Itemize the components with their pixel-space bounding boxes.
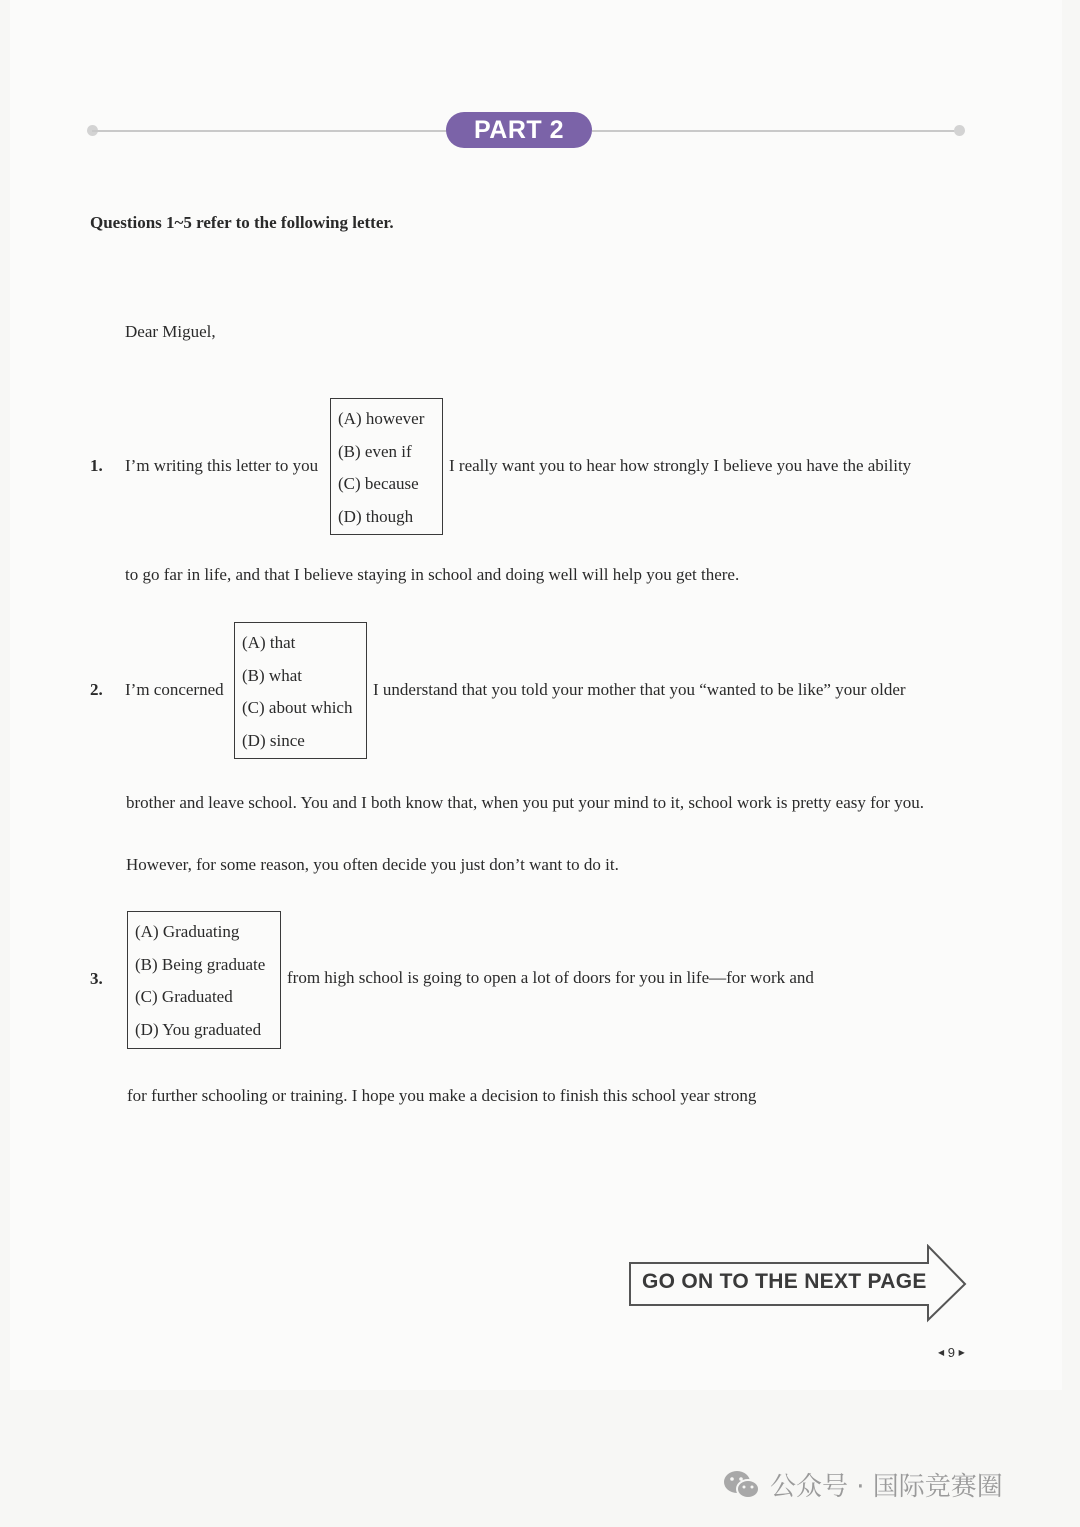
question-number: 2. [90, 680, 103, 699]
part-badge: PART 2 [446, 112, 592, 148]
question-text-before: I’m writing this letter to you [125, 456, 319, 475]
option-b[interactable]: (B) even if [338, 441, 412, 461]
option-d[interactable]: (D) You graduated [135, 1019, 262, 1039]
option-a[interactable]: (A) Graduating [135, 922, 240, 941]
answer-options-box [234, 622, 367, 759]
header-rule-right [592, 130, 960, 132]
header-rule-left [92, 130, 448, 132]
answer-options-box [127, 911, 281, 1049]
page-number-value: 9 [947, 1345, 956, 1360]
salutation: Dear Miguel, [125, 322, 216, 341]
left-triangle-icon: ◀ [938, 1348, 945, 1357]
question-text-after: I really want you to hear how strongly I believe you have the ability [449, 456, 912, 475]
answer-options-box [330, 398, 443, 535]
instructions: Questions 1~5 refer to the following letter. [90, 213, 394, 232]
page-number [938, 1345, 965, 1360]
watermark-text: 公众号 · 国际竞赛圈 [770, 1472, 1003, 1502]
option-d[interactable]: (D) since [242, 730, 305, 750]
rule-end-dot [954, 125, 965, 136]
option-c[interactable]: (C) about which [242, 698, 353, 717]
option-c[interactable]: (C) Graduated [135, 987, 233, 1006]
option-a[interactable]: (A) however [338, 409, 425, 428]
letter-paragraph: brother and leave school. You and I both know that, when you put your mind to it, school work is pretty easy for you. [126, 793, 924, 812]
option-d[interactable]: (D) though [338, 506, 414, 526]
option-a[interactable]: (A) that [242, 633, 296, 652]
wechat-icon [722, 1468, 762, 1502]
question-number: 1. [90, 456, 103, 475]
option-b[interactable]: (B) what [242, 665, 302, 685]
letter-paragraph: However, for some reason, you often decide you just don’t want to do it. [126, 855, 619, 874]
letter-paragraph: to go far in life, and that I believe staying in school and doing well will help you get there. [125, 565, 740, 584]
watermark [722, 1466, 1003, 1503]
option-c[interactable]: (C) because [338, 474, 419, 493]
next-page-arrow [628, 1244, 968, 1324]
option-b[interactable]: (B) Being graduate [135, 954, 266, 974]
question-text-after: I understand that you told your mother that you “wanted to be like” your older [373, 680, 906, 699]
question-text-after: from high school is going to open a lot of doors for you in life—for work and [287, 968, 814, 987]
next-page-label: GO ON TO THE NEXT PAGE [642, 1270, 927, 1293]
right-triangle-icon: ▶ [958, 1348, 965, 1357]
question-number: 3. [90, 969, 103, 988]
question-text-before: I’m concerned [125, 680, 224, 699]
letter-paragraph: for further schooling or training. I hope you make a decision to finish this school year strong [127, 1086, 757, 1105]
